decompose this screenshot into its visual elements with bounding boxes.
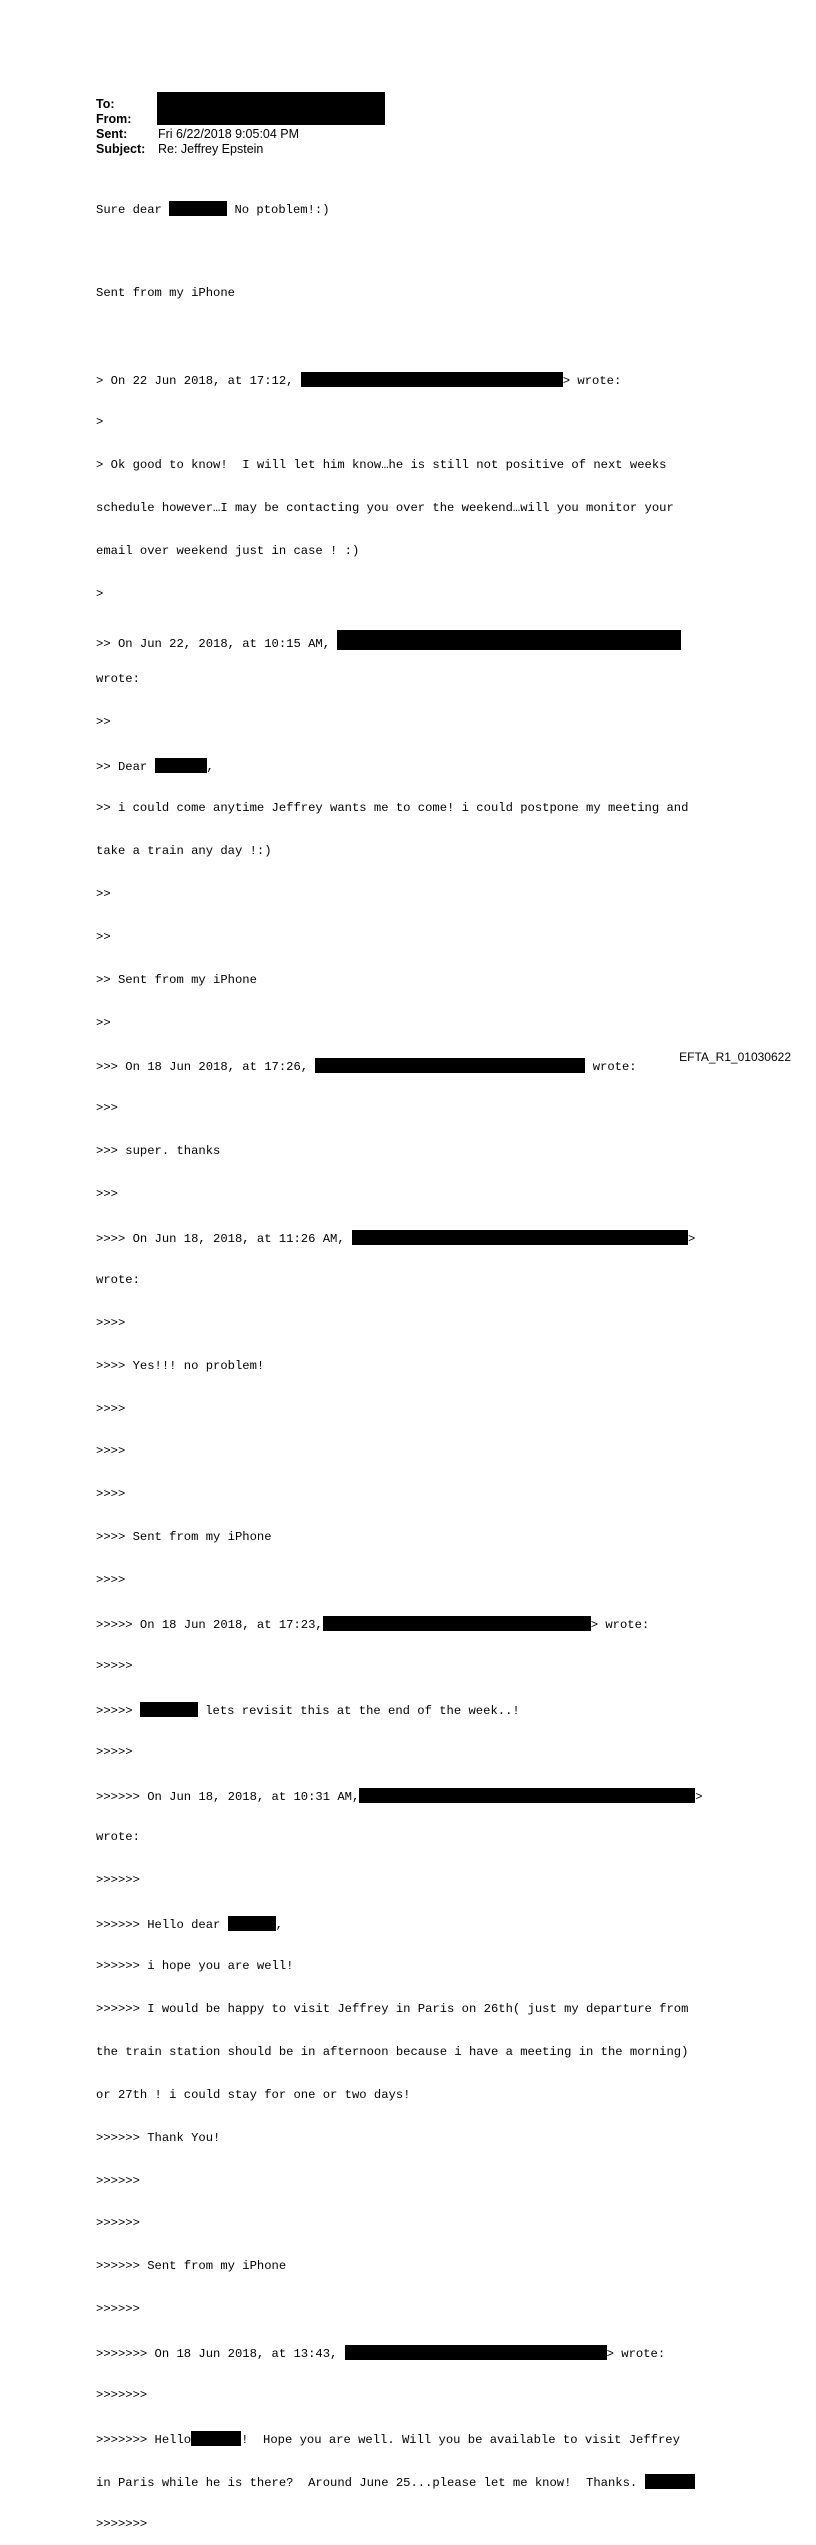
body-line: >>>>>> [96, 2302, 140, 2317]
body-line: >>>>>>> [96, 2516, 148, 2531]
redaction-box [157, 92, 385, 125]
body-line: >>> On 18 Jun 2018, at 17:26, wrote: [96, 1060, 637, 1075]
body-line: schedule however…I may be contacting you over the weekend…will you monitor your [96, 500, 674, 515]
body-line: >> i could come anytime Jeffrey wants me to come! i could postpone my meeting and [96, 801, 689, 816]
body-line: >> [96, 929, 111, 944]
body-line: >>>>> lets revisit this at the end of the week..! [96, 1703, 520, 1718]
body-line: >>>>>> [96, 2216, 140, 2231]
sent-label: Sent: [96, 127, 128, 141]
body-line: in Paris while he is there? Around June 25...please let me know! Thanks. [96, 2474, 703, 2488]
redaction-box [301, 372, 563, 387]
body-line: >>>>>> Thank You! [96, 2130, 221, 2145]
body-line: >>>>> [96, 1744, 133, 1759]
body-line: >>>> [96, 1315, 126, 1330]
body-line: >>> [96, 1101, 118, 1116]
body-line: email over weekend just in case ! :) [96, 543, 360, 558]
body-line: >>>>>> On Jun 18, 2018, at 10:31 AM, > [96, 1789, 703, 1804]
body-line: the train station should be in afternoon because i have a meeting in the morning) [96, 2044, 689, 2059]
body-line: wrote: [96, 672, 140, 687]
redaction-box [155, 758, 207, 773]
redaction-box [645, 2474, 695, 2489]
redaction-box [191, 2431, 241, 2446]
redaction-box [169, 201, 227, 216]
document-id: EFTA_R1_01030622 [679, 1050, 791, 1064]
redaction-box [359, 1788, 695, 1803]
body-line: >>>>>> [96, 1873, 140, 1888]
subject-row [96, 142, 299, 157]
body-line: >>>> [96, 1401, 126, 1416]
body-line: >>>>>> Hello dear , [96, 1918, 283, 1933]
body-line: >> Sent from my iPhone [96, 972, 257, 987]
body-line: >>>> On Jun 18, 2018, at 11:26 AM, > [96, 1231, 696, 1246]
body-line: >>> super. thanks [96, 1144, 221, 1159]
sent-row [96, 127, 299, 142]
email-body [96, 172, 703, 2545]
body-line: >>>> [96, 1487, 126, 1502]
redaction-box [228, 1916, 276, 1931]
subject-label: Subject: [96, 142, 146, 156]
body-line: >>>>>> [96, 2173, 140, 2188]
body-line: >>>>>> I would be happy to visit Jeffrey in Paris on 26th( just my departure from [96, 2002, 689, 2016]
body-line: >> [96, 1015, 111, 1030]
body-line: > Ok good to know! I will let him know…he is still not positive of next weeks [96, 457, 667, 472]
to-label: To: [96, 97, 115, 111]
body-line: >> [96, 886, 111, 901]
sent-value: Fri 6/22/2018 9:05:04 PM [158, 127, 300, 141]
redaction-box [323, 1616, 591, 1631]
redaction-box [315, 1058, 585, 1073]
body-line: >>>>>> Sent from my iPhone [96, 2259, 287, 2274]
body-line: >>>> Yes!!! no problem! [96, 1358, 265, 1373]
body-line: >>>> [96, 1444, 126, 1459]
body-line: wrote: [96, 1830, 140, 1845]
redaction-box [140, 1702, 198, 1717]
body-line: >>>>>>> [96, 2388, 148, 2403]
body-line: >>>> [96, 1573, 126, 1588]
redaction-box [345, 2345, 607, 2360]
body-line: Sure dear No ptoblem!:) [96, 202, 330, 217]
body-line: >> On Jun 22, 2018, at 10:15 AM, [96, 630, 703, 644]
body-line: >>>>>> i hope you are well! [96, 1959, 294, 1974]
body-line: or 27th ! i could stay for one or two days! [96, 2087, 411, 2102]
from-label: From: [96, 112, 132, 126]
body-line: > [96, 586, 104, 601]
body-line: > [96, 415, 104, 430]
body-line: >>>>>>> Hello ! Hope you are well. Will you be available to visit Jeffrey [96, 2432, 680, 2447]
body-line: take a train any day !:) [96, 843, 272, 858]
body-line: >>>>> On 18 Jun 2018, at 17:23, > wrote: [96, 1617, 650, 1632]
body-line: wrote: [96, 1272, 140, 1287]
body-line: >>>> Sent from my iPhone [96, 1530, 272, 1545]
body-line: >>> [96, 1187, 118, 1202]
body-line: >>>>> [96, 1658, 133, 1673]
body-line: > On 22 Jun 2018, at 17:12, > wrote: [96, 374, 622, 389]
subject-value: Re: Jeffrey Epstein [158, 142, 264, 156]
redaction-box [352, 1230, 688, 1245]
redaction-box [337, 630, 681, 650]
body-line: >> [96, 715, 111, 730]
body-line: >> Dear , [96, 760, 214, 775]
body-line: Sent from my iPhone [96, 286, 235, 301]
body-line: >>>>>>> On 18 Jun 2018, at 13:43, > wrote: [96, 2347, 666, 2362]
